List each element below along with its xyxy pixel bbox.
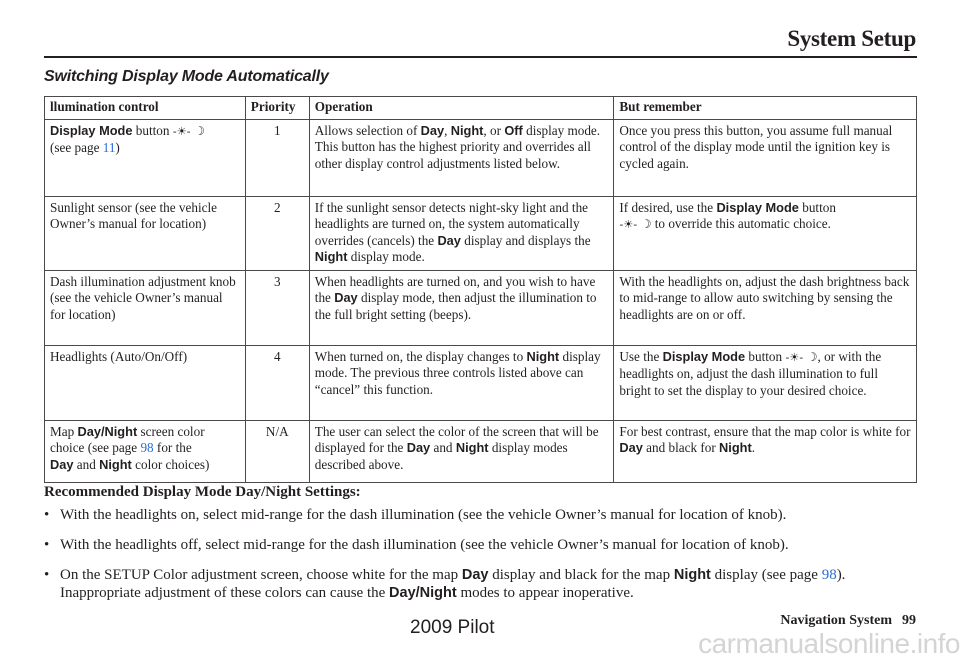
sun-icon: -☀-: [619, 218, 638, 231]
moon-icon: ☽: [806, 349, 818, 364]
priority-cell: 2: [245, 196, 309, 270]
table-row: [45, 420, 917, 482]
control-cell: Display Mode button -☀- ☽ (see page 11): [45, 119, 246, 196]
table-row: [45, 270, 917, 345]
watermark-text: carmanualsonline.info: [698, 628, 960, 659]
control-cell: Headlights (Auto/On/Off): [45, 345, 246, 420]
list-item: • With the headlights on, select mid-range for the dash illumination (see the vehicle Owner’s manual for location of knob).: [44, 507, 787, 523]
page-link-98[interactable]: 98: [140, 440, 154, 455]
display-mode-table: [44, 96, 917, 483]
control-cell: Map Day/Night screen color choice (see page 98 for the Day and Night color choices): [45, 420, 246, 482]
page-number: 99: [902, 613, 916, 628]
remember-cell: For best contrast, ensure that the map color is white for Day and black for Night.: [614, 420, 917, 482]
bullet-icon: •: [44, 537, 50, 553]
operation-cell: The user can select the color of the screen that will be displayed for the Day and Night display modes described above.: [309, 420, 614, 482]
table-header-row: [45, 97, 917, 120]
footer-section-name: Navigation System: [780, 613, 892, 628]
table-row: [45, 196, 917, 270]
priority-cell: 4: [245, 345, 309, 420]
control-cell: Sunlight sensor (see the vehicle Owner’s manual for location): [45, 196, 246, 270]
bullet-icon: •: [44, 507, 50, 523]
bullet-icon: •: [44, 567, 50, 583]
display-mode-icon: [173, 123, 205, 141]
remember-cell: Once you press this button, you assume full manual control of the display mode until the ignition key is cycled again.: [614, 119, 917, 196]
display-mode-icon: [785, 349, 817, 367]
operation-cell: If the sunlight sensor detects night-sky light and the headlights are turned on, the system automatically overrides (cancels) the Day display and displays the Night display mode.: [309, 196, 614, 270]
sun-icon: -☀-: [785, 350, 804, 364]
moon-icon: ☽: [194, 123, 205, 138]
control-cell: Dash illumination adjustment knob (see the vehicle Owner’s manual for location): [45, 270, 246, 345]
remember-cell: With the headlights on, adjust the dash brightness back to mid-range to allow auto switching by sensing the headlights are on or off.: [614, 270, 917, 345]
priority-cell: 1: [245, 119, 309, 196]
operation-cell: Allows selection of Day, Night, or Off display mode. This button has the highest priority and overrides all other display control adjustments listed below.: [309, 119, 614, 196]
column-header-priority: Priority: [245, 97, 309, 120]
table-row: [45, 345, 917, 420]
page-header-title: System Setup: [787, 26, 916, 51]
bold-term: Display Mode: [50, 122, 133, 138]
priority-cell: 3: [245, 270, 309, 345]
footer-page-info: [780, 613, 916, 629]
remember-cell: Use the Display Mode button -☀- ☽, or with the headlights on, adjust the dash illumination to full bright to set the display to your desired choice.: [614, 345, 917, 420]
page-link-98[interactable]: 98: [821, 567, 837, 583]
footer-model-name: 2009 Pilot: [410, 617, 495, 638]
remember-cell: If desired, use the Display Mode button -☀- ☽ to override this automatic choice.: [614, 196, 917, 270]
recommended-settings-title: Recommended Display Mode Day/Night Settings:: [44, 484, 361, 500]
column-header-operation: Operation: [309, 97, 614, 120]
list-item: • With the headlights off, select mid-range for the dash illumination (see the vehicle Owner’s manual for location of knob).: [44, 537, 789, 553]
sun-icon: -☀-: [172, 124, 191, 138]
priority-cell: N/A: [245, 420, 309, 482]
table-row: [45, 119, 917, 196]
operation-cell: When headlights are turned on, and you wish to have the Day display mode, then adjust the illumination to the full bright setting (beeps).: [309, 270, 614, 345]
column-header-remember: But remember: [614, 97, 917, 120]
list-item: • On the SETUP Color adjustment screen, choose white for the map Day display and black for the map Night display (see page 98). Inappropriate adjustment of these colors can cause the Day/Night modes to appear inoperative.: [44, 567, 846, 601]
display-mode-icon: [619, 216, 651, 234]
page-link-11[interactable]: 11: [102, 140, 116, 155]
recommended-settings-list: [44, 506, 924, 614]
header-divider: [44, 56, 917, 58]
operation-cell: When turned on, the display changes to Night display mode. The previous three controls listed above can “cancel” this function.: [309, 345, 614, 420]
moon-icon: ☽: [640, 217, 652, 231]
section-title: Switching Display Mode Automatically: [44, 68, 329, 85]
column-header-control: llumination control: [45, 97, 246, 120]
